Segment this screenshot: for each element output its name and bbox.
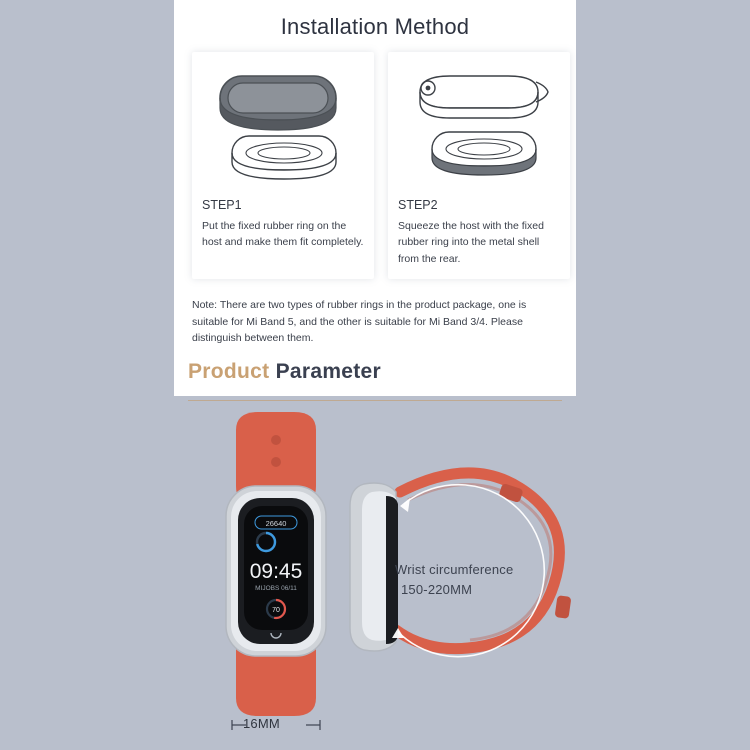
steps-row [174,52,576,279]
strap-width-label: 16MM [243,716,280,731]
wrist-circumference-line1: Wrist circumference [395,562,514,577]
installation-note: Note: There are two types of rubber rings in the product package, one is suitable for Mi Band 5, and the other is suitable for Mi Band 3/4. Please distinguish between them. [192,298,527,345]
title-word-product: Product [188,360,270,383]
step1-illustration [202,58,364,196]
svg-text:70: 70 [272,607,280,614]
product-parameter-title [188,360,381,384]
svg-text:09:45: 09:45 [249,560,303,583]
step-card-2 [388,52,570,279]
title-word-parameter: Parameter [275,360,382,383]
step1-description: Put the fixed rubber ring on the host and make them fit completely. [202,220,364,249]
installation-method-section [174,0,576,363]
step1-label: STEP1 [202,198,242,212]
wrist-circumference-label [395,560,513,600]
svg-text:MIJOBS 06/11: MIJOBS 06/11 [255,585,297,592]
step2-label: STEP2 [398,198,438,212]
product-parameter-section [174,352,576,396]
step2-description: Squeeze the host with the fixed rubber ring into the metal shell from the rear. [398,220,544,265]
product-photo [0,400,750,750]
page-title: Installation Method [280,14,470,39]
step2-illustration [398,58,560,196]
step-card-1 [192,52,374,279]
svg-text:26640: 26640 [265,519,287,528]
wrist-circumference-line2: 150-220MM [401,582,473,598]
